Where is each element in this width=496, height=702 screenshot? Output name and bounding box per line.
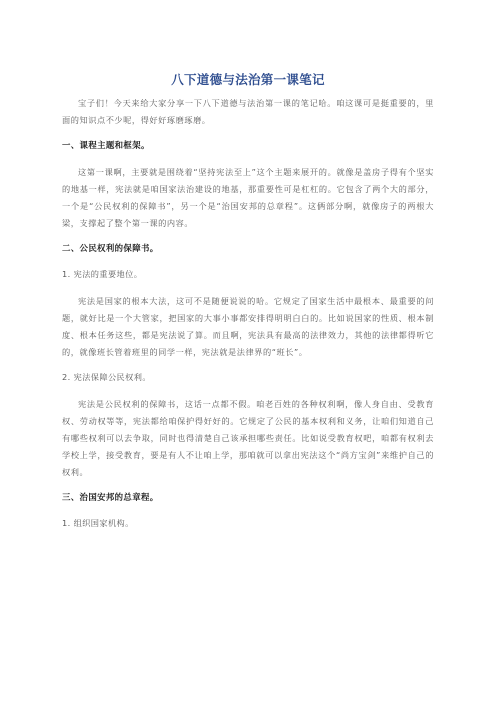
section-2-2-paragraph: 宪法是公民权利的保障书，这话一点都不假。咱老百姓的各种权利啊，像人身自由、受教育权、劳动权等等，宪法都给咱保护得好好的。它规定了公民的基本权利和义务，让咱们知道自己有哪些权利可以去争取，同时也得清楚自己该承担哪些责任。比如说受教育权吧，咱都有权利去学校上学，接受教育，要是有人不让咱上学，那咱就可以拿出宪法这个“尚方宝剑”来维护自己的权利。 [62, 399, 434, 477]
section-heading-3: 三、治国安邦的总章程。 [62, 492, 159, 502]
subheading-2-1: 1. 宪法的重要地位。 [62, 269, 143, 279]
section-2-1-paragraph: 宪法是国家的根本大法，这可不是随便说说的哈。它规定了国家生活中最根本、最重要的问题，就好比是一个大管家，把国家的大事小事都安排得明明白白的。比如说国家的性质、根本制度、根本任务这些，都是宪法说了算。而且啊，宪法具有最高的法律效力，其他的法律都得听它的，就像班长管着班里的同学一样，宪法就是法律界的“班长”。 [62, 296, 434, 357]
subheading-3-1: 1. 组织国家机构。 [62, 518, 134, 528]
section-heading-1: 一、课程主题和框架。 [62, 140, 150, 150]
document-page [62, 72, 434, 542]
subheading-2-2: 2. 宪法保障公民权利。 [62, 372, 151, 382]
intro-paragraph: 宝子们！今天来给大家分享一下八下道德与法治第一课的笔记哈。咱这课可是挺重要的，里面的知识点不少呢，得好好琢磨琢磨。 [62, 98, 434, 125]
section-1-paragraph: 这第一课啊，主要就是围绕着“坚持宪法至上”这个主题来展开的。就像是盖房子得有个坚实的地基一样，宪法就是咱国家法治建设的地基，那重要性可是杠杠的。它包含了两个大的部分，一个是“公民权利的保障书”，另一个是“治国安邦的总章程”。这俩部分啊，就像房子的两根大梁，支撑起了整个第一课的内容。 [62, 167, 434, 228]
section-heading-2: 二、公民权利的保障书。 [62, 243, 159, 253]
document-title: 八下道德与法治第一课笔记 [171, 72, 325, 87]
